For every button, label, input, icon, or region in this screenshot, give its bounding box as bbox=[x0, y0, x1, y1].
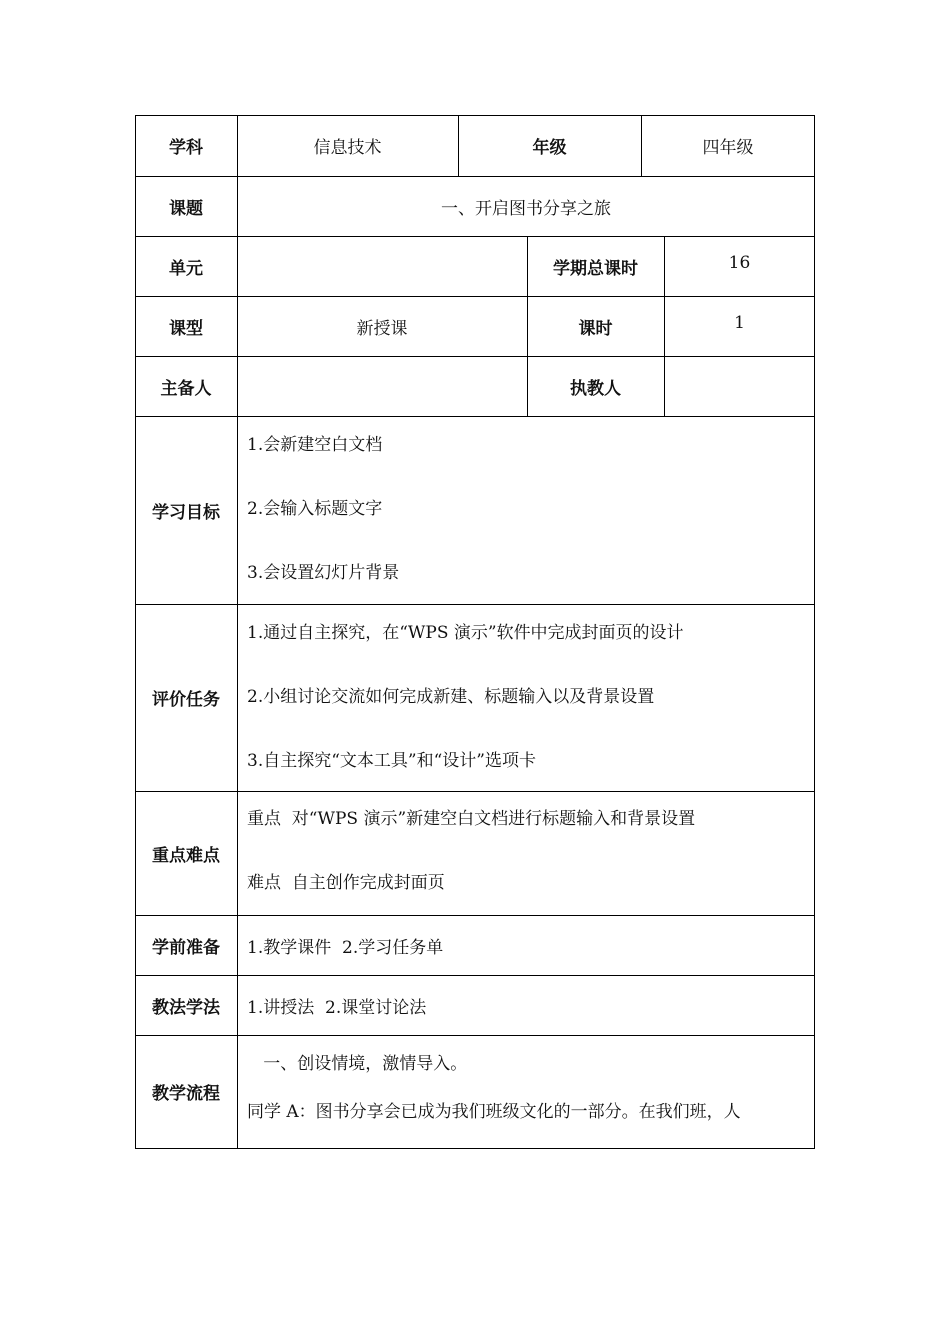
teacher-value bbox=[664, 356, 815, 416]
evaluation-item: 1.通过自主探究，在“WPS 演示”软件中完成封面页的设计 bbox=[247, 623, 684, 643]
table-border bbox=[664, 236, 665, 416]
hours-value: 1 bbox=[734, 313, 745, 333]
preparer-label: 主备人 bbox=[160, 378, 212, 399]
table-border bbox=[135, 115, 136, 1149]
type-label: 课型 bbox=[169, 318, 203, 339]
topic-value: 一、开启图书分享之旅 bbox=[441, 198, 611, 219]
subject-value: 信息技术 bbox=[313, 138, 382, 158]
methods-value: 1.讲授法 2.课堂讨论法 bbox=[247, 997, 427, 1018]
process-item: 同学 A：图书分享会已成为我们班级文化的一部分。在我们班，人 bbox=[247, 1102, 741, 1122]
unit-label: 单元 bbox=[169, 258, 203, 279]
objectives-list bbox=[237, 416, 815, 604]
hours-label: 课时 bbox=[578, 318, 613, 339]
process-label: 教学流程 bbox=[152, 1084, 220, 1104]
table-border bbox=[641, 115, 642, 176]
objectives-label: 学习目标 bbox=[152, 502, 220, 523]
objective-item: 1.会新建空白文档 bbox=[247, 435, 383, 455]
table-border bbox=[814, 115, 815, 1149]
table-border bbox=[458, 115, 459, 176]
key-points-list bbox=[237, 791, 815, 915]
methods-label: 教法学法 bbox=[152, 997, 220, 1018]
subject-label: 学科 bbox=[169, 138, 203, 158]
process-item: 一、创设情境，激情导入。 bbox=[247, 1054, 468, 1074]
teacher-label: 执教人 bbox=[570, 378, 621, 399]
objective-item: 2.会输入标题文字 bbox=[247, 499, 383, 519]
key-point-item: 重点 对“WPS 演示”新建空白文档进行标题输入和背景设置 bbox=[247, 809, 696, 829]
preparation-value: 1.教学课件 2.学习任务单 bbox=[247, 937, 444, 958]
grade-value: 四年级 bbox=[702, 138, 754, 158]
table-border bbox=[237, 115, 238, 1149]
evaluation-label: 评价任务 bbox=[152, 690, 220, 710]
key-point-item: 难点 自主创作完成封面页 bbox=[247, 873, 445, 893]
preparation-label: 学前准备 bbox=[152, 937, 220, 958]
topic-label: 课题 bbox=[169, 198, 203, 219]
objective-item: 3.会设置幻灯片背景 bbox=[247, 563, 400, 583]
total-hours-label: 学期总课时 bbox=[553, 258, 638, 279]
evaluation-list bbox=[237, 604, 815, 791]
total-hours-value: 16 bbox=[728, 253, 751, 273]
table-border bbox=[527, 236, 528, 416]
evaluation-item: 2.小组讨论交流如何完成新建、标题输入以及背景设置 bbox=[247, 687, 655, 707]
key-points-label: 重点难点 bbox=[152, 845, 220, 866]
unit-value bbox=[237, 236, 527, 296]
grade-label: 年级 bbox=[532, 138, 567, 158]
type-value: 新授课 bbox=[356, 318, 408, 339]
process-list bbox=[237, 1035, 815, 1148]
preparer-value bbox=[237, 356, 527, 416]
evaluation-item: 3.自主探究“文本工具”和“设计”选项卡 bbox=[247, 751, 536, 771]
